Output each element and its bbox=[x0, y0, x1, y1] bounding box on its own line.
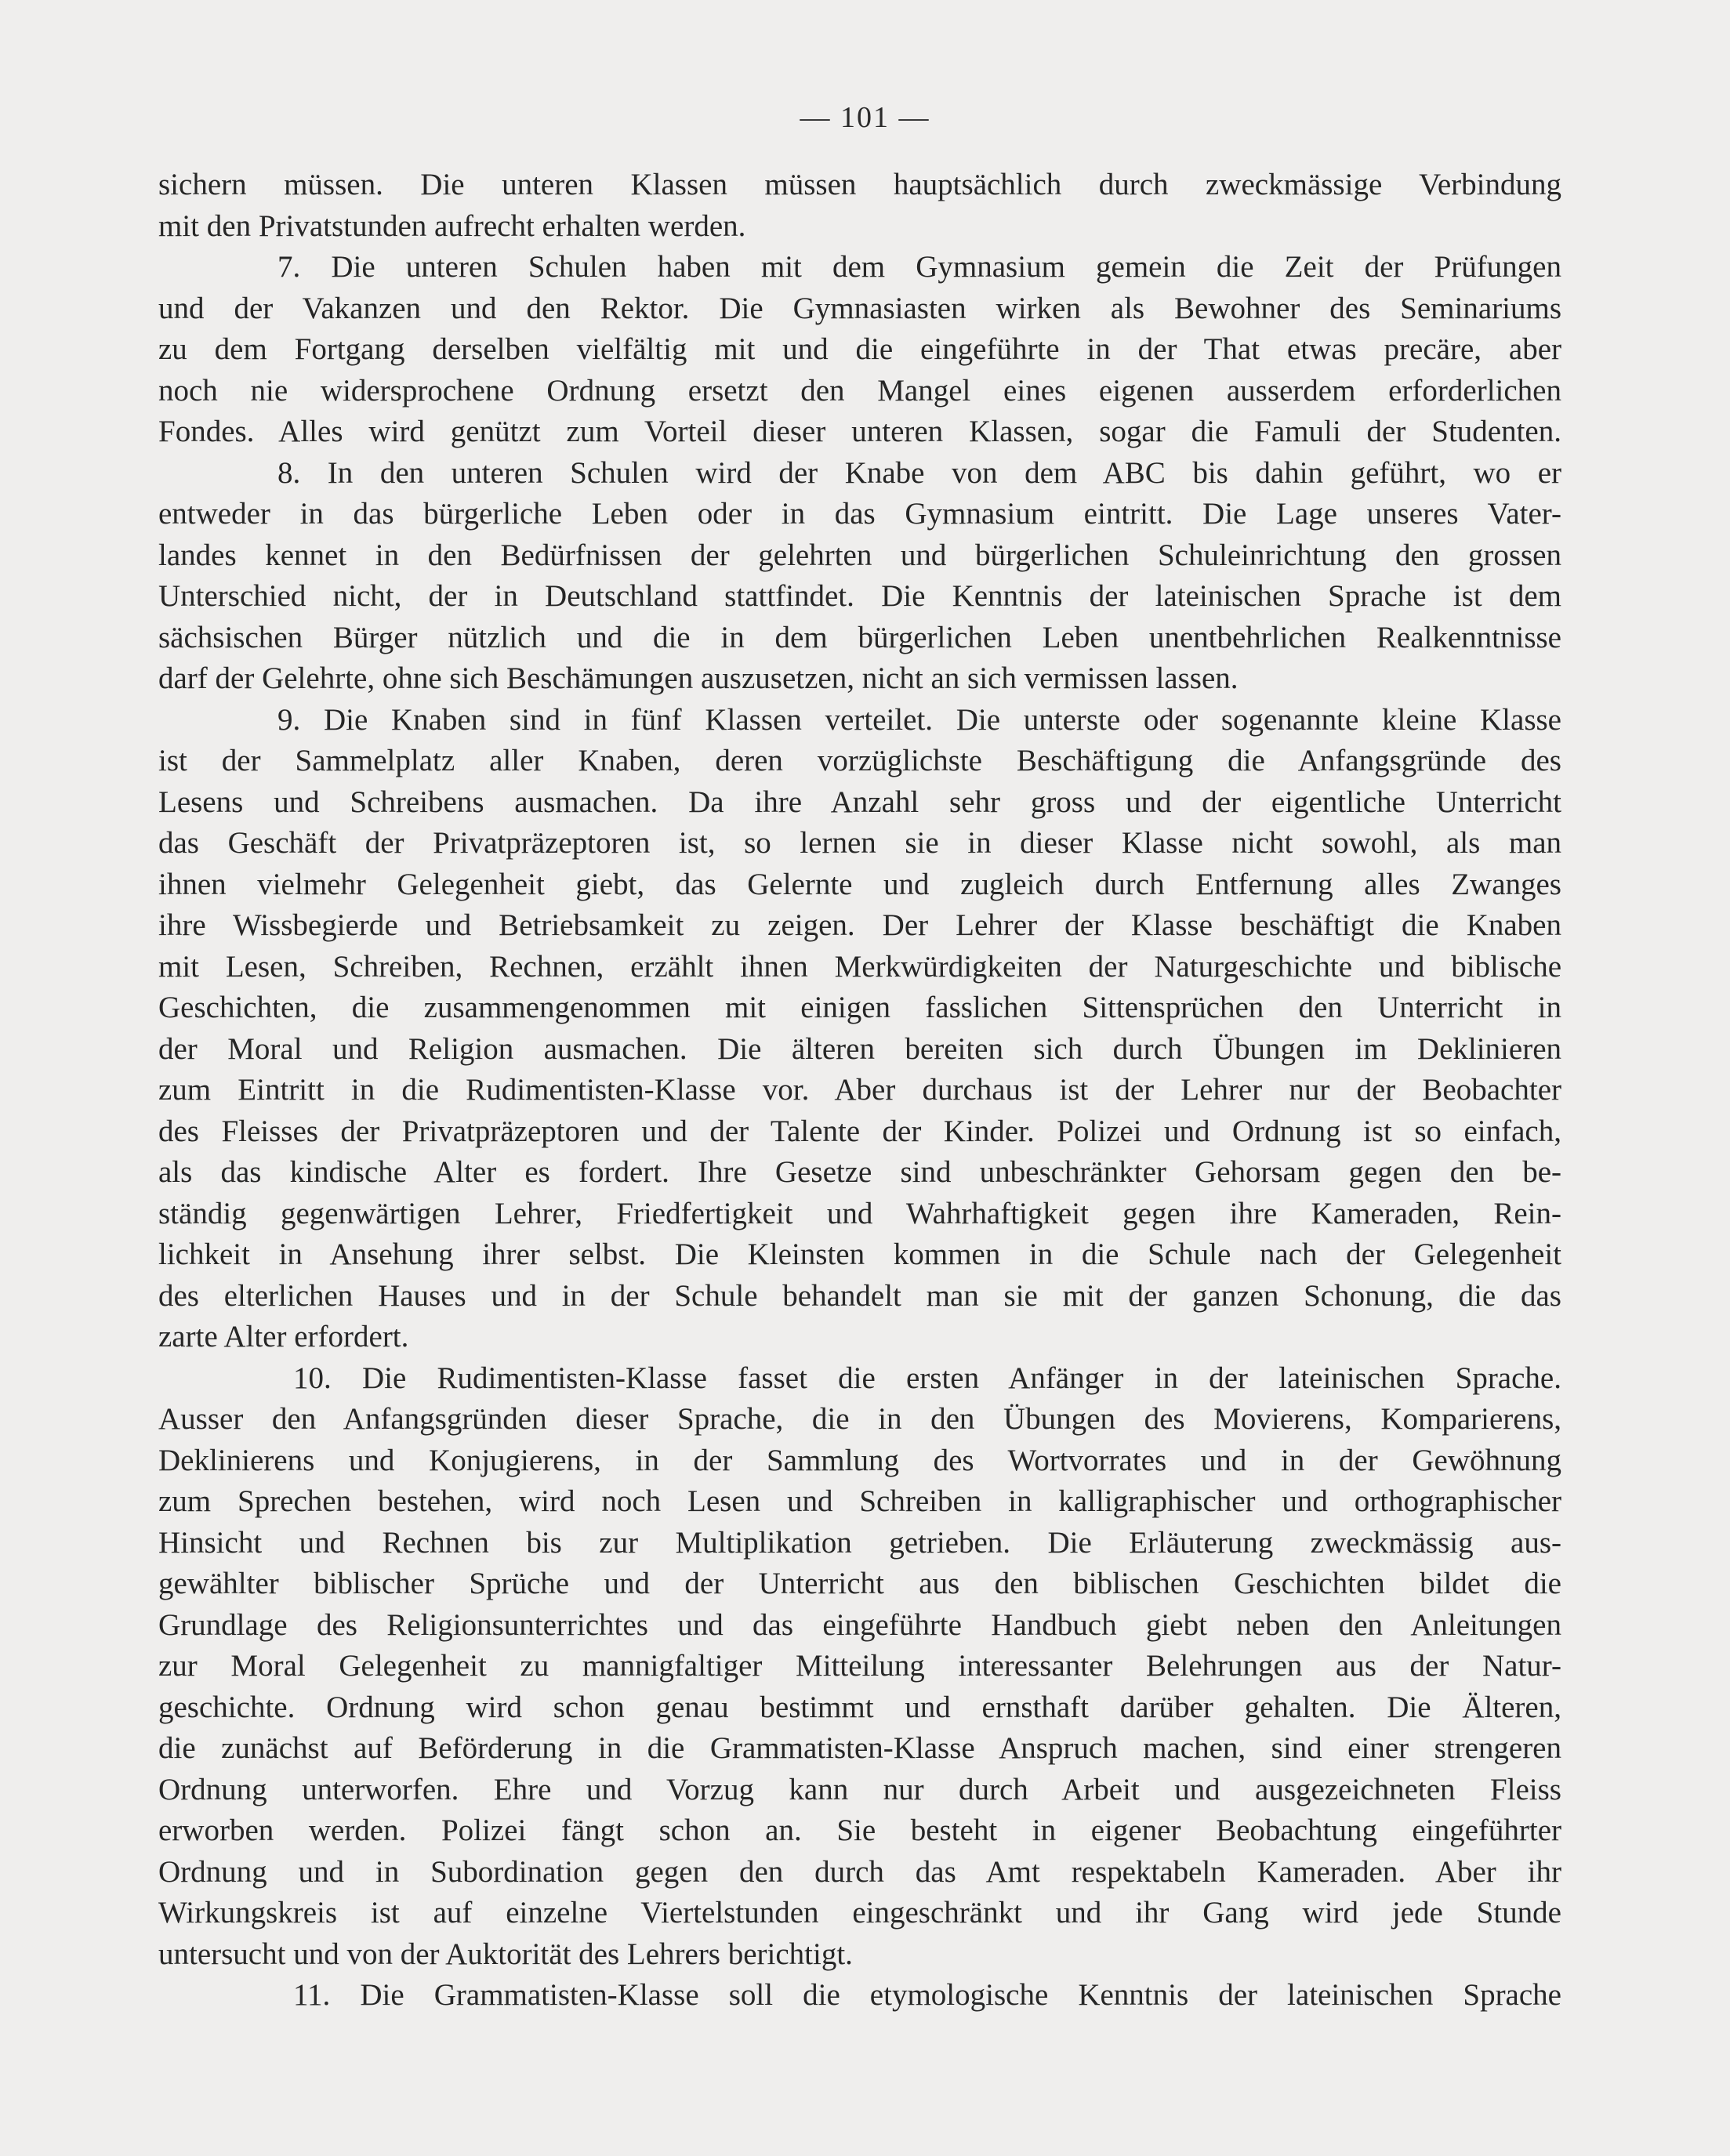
text-line: 9. Die Knaben sind in fünf Klassen verteilet. Die unterste oder sogenannte kleine Klasse bbox=[277, 702, 1561, 737]
text-line: geschichte. Ordnung wird schon genau bestimmt und ernsthaft darüber gehalten. Die Älteren, bbox=[158, 1690, 1561, 1724]
text-line: darf der Gelehrte, ohne sich Beschämungen auszusetzen, nicht an sich vermissen lassen. bbox=[158, 661, 1239, 695]
text-line: zum Sprechen bestehen, wird noch Lesen und Schreiben in kalligraphischer und orthographischer bbox=[158, 1484, 1561, 1518]
text-line: des elterlichen Hauses und in der Schule behandelt man sie mit der ganzen Schonung, die das bbox=[158, 1278, 1561, 1313]
page-number: — 101 — bbox=[800, 101, 930, 134]
text-line: Ausser den Anfangsgründen dieser Sprache, die in den Übungen des Movierens, Komparierens, bbox=[158, 1402, 1561, 1436]
text-line: 8. In den unteren Schulen wird der Knabe von dem ABC bis dahin geführt, wo er bbox=[277, 455, 1561, 490]
text-line: Fondes. Alles wird genützt zum Vorteil dieser unteren Klassen, sogar die Famuli der Studenten. bbox=[158, 415, 1561, 448]
text-line: Lesens und Schreibens ausmachen. Da ihre Anzahl sehr gross und der eigentliche Unterricht bbox=[158, 784, 1561, 819]
text-line: erworben werden. Polizei fängt schon an. Sie besteht in eigener Beobachtung eingeführter bbox=[158, 1814, 1561, 1847]
text-line: zur Moral Gelegenheit zu mannigfaltiger Mitteilung interessanter Belehrungen aus der Natur- bbox=[158, 1649, 1561, 1683]
text-line: mit den Privatstunden aufrecht erhalten werden. bbox=[158, 208, 746, 243]
text-line: noch nie widersprochene Ordnung ersetzt den Mangel eines eigenen ausserdem erforderlichen bbox=[158, 373, 1561, 408]
text-line: mit Lesen, Schreiben, Rechnen, erzählt ihnen Merkwürdigkeiten der Naturgeschichte und biblische bbox=[158, 949, 1561, 984]
text-line: Wirkungskreis ist auf einzelne Viertelstunden eingeschränkt und ihr Gang wird jede Stunde bbox=[158, 1896, 1561, 1930]
text-line: zum Eintritt in die Rudimentisten-Klasse vor. Aber durchaus ist der Lehrer nur der Beobachter bbox=[158, 1073, 1561, 1107]
text-line: sichern müssen. Die unteren Klassen müssen hauptsächlich durch zweckmässige Verbindung bbox=[158, 168, 1561, 201]
text-line: 11. Die Grammatisten-Klasse soll die etymologische Kenntnis der lateinischen Sprache bbox=[293, 1978, 1561, 2012]
text-line: als das kindische Alter es fordert. Ihre Gesetze sind unbeschränkter Gehorsam gegen den be- bbox=[158, 1155, 1561, 1189]
text-line: ihre Wissbegierde und Betriebsamkeit zu zeigen. Der Lehrer der Klasse beschäftigt die Knaben bbox=[158, 908, 1561, 942]
text-line: Deklinierens und Konjugierens, in der Sammlung des Wortvorrates und in der Gewöhnung bbox=[158, 1443, 1561, 1477]
text-line: zu dem Fortgang derselben vielfältig mit und die eingeführte in der That etwas precäre, aber bbox=[158, 332, 1561, 366]
text-line: sächsischen Bürger nützlich und die in dem bürgerlichen Leben unentbehrlichen Realkenntnisse bbox=[158, 620, 1561, 654]
text-line: Ordnung unterworfen. Ehre und Vorzug kann nur durch Arbeit und ausgezeichneten Fleiss bbox=[158, 1772, 1561, 1806]
text-line: und der Vakanzen und den Rektor. Die Gymnasiasten wirken als Bewohner des Seminariums bbox=[158, 291, 1561, 325]
text-line: landes kennet in den Bedürfnissen der gelehrten und bürgerlichen Schuleinrichtung den grossen bbox=[158, 538, 1561, 572]
text-line: die zunächst auf Beförderung in die Grammatisten-Klasse Anspruch machen, sind einer strengeren bbox=[158, 1731, 1561, 1765]
text-line: Grundlage des Religionsunterrichtes und das eingeführte Handbuch giebt neben den Anleitungen bbox=[158, 1607, 1561, 1642]
text-line: entweder in das bürgerliche Leben oder in das Gymnasium eintritt. Die Lage unseres Vater- bbox=[158, 497, 1561, 531]
text-line: ständig gegenwärtigen Lehrer, Friedfertigkeit und Wahrhaftigkeit gegen ihre Kameraden, Rein- bbox=[158, 1196, 1561, 1230]
text-line: Ordnung und in Subordination gegen den durch das Amt respektabeln Kameraden. Aber ihr bbox=[158, 1854, 1561, 1889]
text-line: ihnen vielmehr Gelegenheit giebt, das Gelernte und zugleich durch Entfernung alles Zwanges bbox=[158, 867, 1561, 901]
text-line: ist der Sammelplatz aller Knaben, deren vorzüglichste Beschäftigung die Anfangsgründe des bbox=[158, 744, 1561, 777]
text-line: 10. Die Rudimentisten-Klasse fasset die ersten Anfänger in der lateinischen Sprache. bbox=[293, 1361, 1561, 1395]
text-line: Geschichten, die zusammengenommen mit einigen fasslichen Sittensprüchen den Unterricht in bbox=[158, 991, 1561, 1024]
text-line: untersucht und von der Auktorität des Lehrers berichtigt. bbox=[158, 1937, 853, 1971]
body-text bbox=[158, 165, 1561, 2016]
text-line: Hinsicht und Rechnen bis zur Multiplikation getrieben. Die Erläuterung zweckmässig aus- bbox=[158, 1525, 1561, 1560]
text-line: 7. Die unteren Schulen haben mit dem Gymnasium gemein die Zeit der Prüfungen bbox=[277, 250, 1561, 284]
text-line: der Moral und Religion ausmachen. Die älteren bereiten sich durch Übungen im Deklinieren bbox=[158, 1031, 1561, 1066]
text-line: das Geschäft der Privatpräzeptoren ist, so lernen sie in dieser Klasse nicht sowohl, als man bbox=[158, 826, 1561, 860]
text-line: Unterschied nicht, der in Deutschland stattfindet. Die Kenntnis der lateinischen Sprache ist dem bbox=[158, 579, 1561, 613]
text-line: gewählter biblischer Sprüche und der Unterricht aus den biblischen Geschichten bildet die bbox=[158, 1567, 1561, 1600]
text-line: zarte Alter erfordert. bbox=[158, 1320, 409, 1353]
text-line: des Fleisses der Privatpräzeptoren und der Talente der Kinder. Polizei und Ordnung ist so einfach, bbox=[158, 1114, 1561, 1148]
text-line: lichkeit in Ansehung ihrer selbst. Die Kleinsten kommen in die Schule nach der Gelegenheit bbox=[158, 1237, 1561, 1271]
